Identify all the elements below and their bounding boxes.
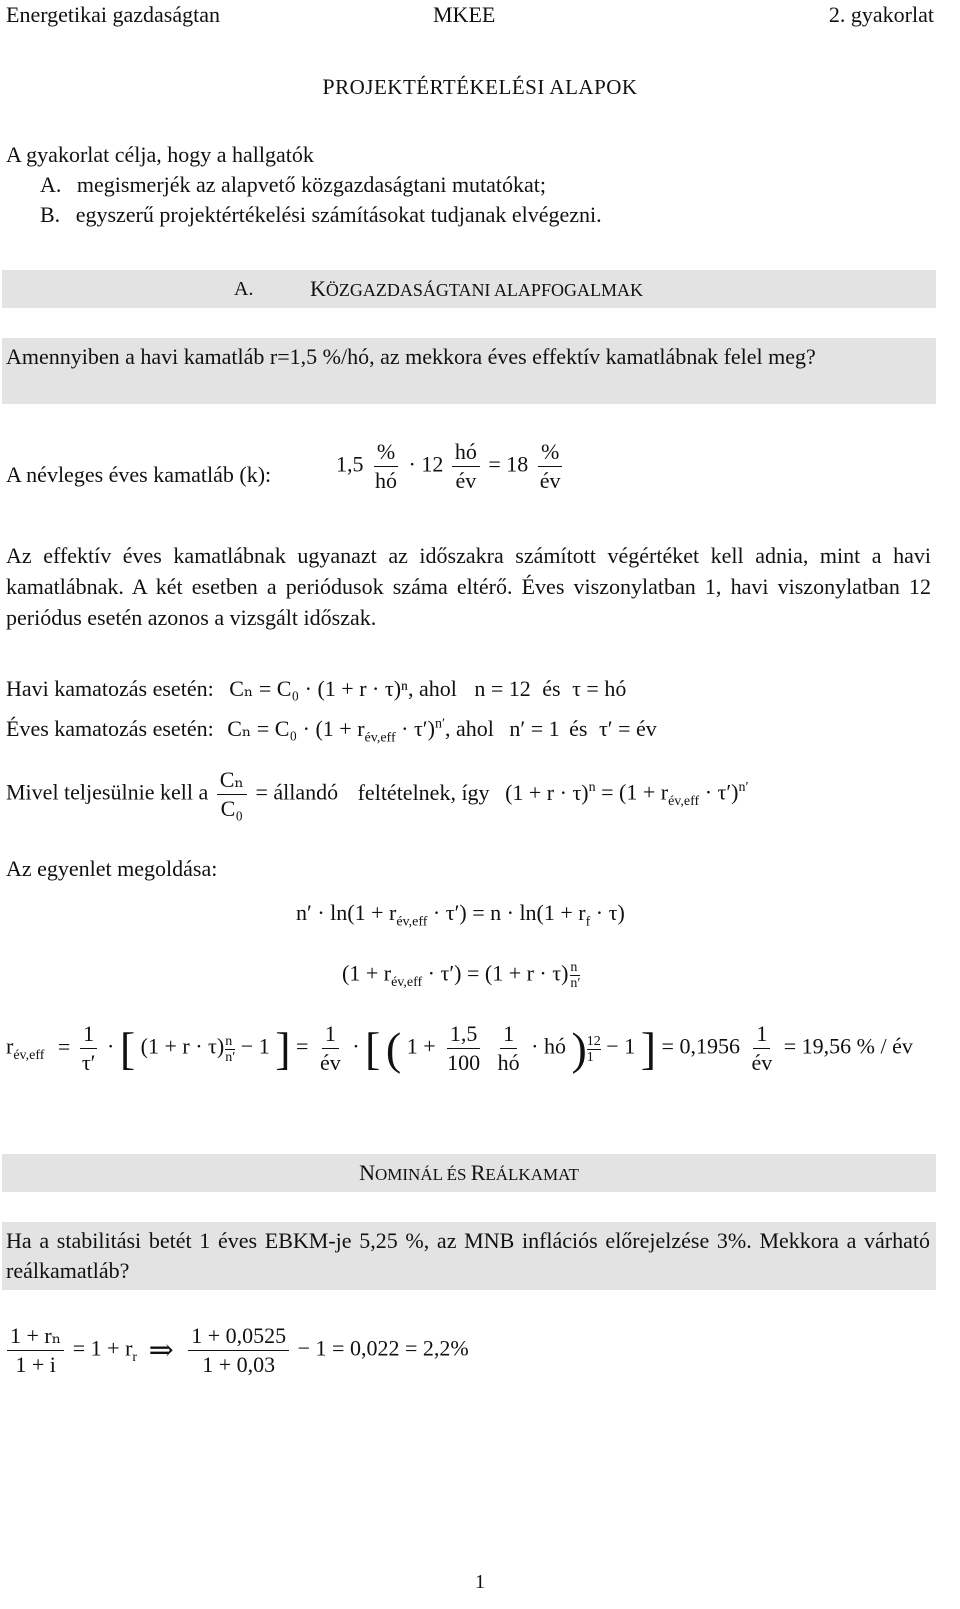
fraction-numerator: 1 <box>80 1020 97 1049</box>
sol3-eq: = <box>57 1033 71 1059</box>
section-b-heading <box>2 1154 936 1192</box>
yearly-sub: év,eff <box>364 730 396 746</box>
title-rest: ROJEKTÉRTÉKELÉSI ALAPOK <box>335 75 638 99</box>
intro-lead: A gyakorlat célja, hogy a hallgatók <box>6 142 314 167</box>
solution-step-2 <box>342 960 580 991</box>
unit-fraction <box>537 438 564 495</box>
section-b-rest1: OMINÁL ÉS <box>375 1165 471 1184</box>
question-2-text: Ha a stabilitási betét 1 éves EBKM-je 5,25 %, az MNB inflációs előrejelzése 3%. Mekkora a várható reálkamatláb? <box>6 1228 930 1283</box>
sol3-inner: (1 + r · τ) <box>140 1033 225 1059</box>
sol3-one-plus: 1 + <box>406 1033 436 1059</box>
since-label: Mivel teljesülnie kell a <box>6 779 209 805</box>
fraction <box>495 1020 523 1077</box>
fraction-numerator: Cₙ <box>217 766 247 795</box>
right-bracket: ] <box>640 1023 657 1074</box>
since-eq-right-sup: n′ <box>738 780 749 796</box>
fraction-numerator: % <box>538 438 562 467</box>
section-a-title <box>310 270 643 309</box>
section-a-rest: ÖZGAZDASÁGTANI ALAPFOGALMAK <box>325 280 643 300</box>
sol3-result: = 0,1956 <box>661 1033 740 1059</box>
left-bracket: [ <box>119 1023 136 1074</box>
solution-label: Az egyenlet megoldása: <box>6 856 218 881</box>
yearly-es: és <box>569 716 588 741</box>
section-b-heading-text <box>2 1154 936 1192</box>
yearly-cond2: τ′ = év <box>598 716 657 741</box>
section-a-heading <box>2 270 936 308</box>
yearly-formula-end: · τ′) <box>395 716 435 741</box>
unit-fraction <box>452 438 480 495</box>
header-right: 2. gyakorlat <box>828 2 934 27</box>
equals-sign: = <box>488 451 501 477</box>
intro-item-a <box>40 172 546 198</box>
fraction-denominator: év <box>751 1050 773 1075</box>
fraction-denominator: hó <box>497 1050 520 1075</box>
nominal-v1: 1,5 <box>336 451 364 477</box>
nominal-v2: 12 <box>421 451 444 477</box>
question-1-text: Amennyiben a havi kamatláb r=1,5 %/hó, az mekkora éves effektív kamatlábnak felel meg? <box>6 344 816 369</box>
sol3-exponent <box>225 1034 235 1065</box>
fraction-denominator: év <box>455 468 477 493</box>
exponent-numerator: n <box>225 1034 235 1050</box>
fraction-numerator: 1 <box>500 1020 517 1049</box>
solution-step-1 <box>296 900 625 930</box>
sol1-a: n′ · ln(1 + r <box>296 900 397 925</box>
fraction-denominator: C₀ <box>220 796 243 821</box>
sol3-ho: hó <box>543 1033 566 1059</box>
intro-item-marker: B. <box>40 202 61 227</box>
exponent-denominator: 1 <box>586 1050 594 1066</box>
section-b-letter-r: R <box>470 1160 486 1185</box>
intro-item-text: egyszerű projektértékelési számításokat tudjanak elvégezni. <box>75 202 602 227</box>
since-rhs: = állandó <box>255 779 339 805</box>
fraction-numerator: 1 <box>753 1020 770 1049</box>
sol2-b: · τ′) = (1 + r · τ) <box>422 960 569 986</box>
sol2-a-sub: év,eff <box>391 974 423 990</box>
nominal-equation: 1,5 $\frac{\%}{hó}$ · 12 $\frac{hó}{év}$ = 18 $\frac{\%}{év}$ <box>336 438 567 495</box>
since-eq-left-sup: n <box>588 780 596 796</box>
section-a-heading-text <box>2 270 936 308</box>
real-eq1: = 1 + r <box>72 1335 133 1361</box>
sol1-a-sub: év,eff <box>396 914 428 930</box>
left-paren: ( <box>385 1023 402 1074</box>
exponent-denominator: n′ <box>570 976 581 991</box>
since-eq-right: = (1 + r <box>601 779 669 805</box>
real-eq1-sub: r <box>132 1349 138 1365</box>
nominal-label: A névleges éves kamatláb (k): <box>6 462 272 487</box>
unit-fraction <box>372 438 400 495</box>
since-mid: feltételnek, így <box>357 779 490 805</box>
sol1-c: · τ) <box>590 900 625 925</box>
fraction-numerator: % <box>374 438 398 467</box>
right-paren: ) <box>571 1023 587 1074</box>
fraction-denominator: év <box>319 1050 341 1075</box>
fraction-denominator: 100 <box>447 1050 481 1075</box>
monthly-ahol: , ahol <box>407 676 457 701</box>
real-rate-equation <box>4 1322 469 1379</box>
fraction-numerator: 1 <box>322 1020 339 1049</box>
monthly-formula: Cₙ = C₀ · (1 + r · τ)ⁿ <box>229 676 408 701</box>
title-first-letter: P <box>322 74 336 99</box>
sol3-lhs: r <box>6 1033 14 1059</box>
yearly-formula: Cₙ = C₀ · (1 + r <box>227 716 365 741</box>
fraction <box>188 1322 289 1379</box>
header-center: MKEE <box>433 2 496 27</box>
fraction-denominator: év <box>539 468 561 493</box>
fraction-denominator: τ′ <box>81 1050 96 1075</box>
intro-item-b <box>40 202 602 228</box>
section-a-marker: A. <box>234 278 254 300</box>
monthly-cond1: n = 12 <box>474 676 531 701</box>
real-tail: − 1 = 0,022 = 2,2% <box>297 1335 469 1361</box>
fraction-denominator: hó <box>375 468 397 493</box>
fraction <box>7 1322 64 1379</box>
since-row <box>6 766 749 823</box>
exponent-denominator: n′ <box>225 1050 236 1066</box>
implies-arrow-icon: ⇒ <box>148 1334 174 1367</box>
yearly-sup: n′ <box>434 716 445 732</box>
section-a-first-letter: K <box>310 276 326 301</box>
sol2-a: (1 + r <box>342 960 392 986</box>
monthly-label: Havi kamatozás esetén: <box>6 676 214 701</box>
sol3-final: = 19,56 % / év <box>783 1033 913 1059</box>
yearly-cond1: n′ = 1 <box>509 716 560 741</box>
fraction <box>444 1020 483 1077</box>
intro-item-text: megismerjék az alapvető közgazdaságtani mutatókat; <box>76 172 547 197</box>
sol3-minus1: − 1 <box>240 1033 270 1059</box>
sol2-exponent <box>570 960 580 991</box>
left-bracket: [ <box>365 1023 381 1074</box>
fraction <box>317 1020 344 1077</box>
header-left: Energetikai gazdaságtan <box>6 2 220 27</box>
fraction-denominator: 1 + i <box>15 1352 56 1377</box>
question-1-box <box>2 338 936 404</box>
sol3-lhs-sub: év,eff <box>13 1047 45 1063</box>
intro-item-marker: A. <box>40 172 62 197</box>
fraction <box>79 1020 99 1077</box>
sol3-power <box>587 1034 601 1065</box>
nominal-v3: 18 <box>506 451 529 477</box>
fraction <box>748 1020 775 1077</box>
fraction-numerator: 1 + 0,0525 <box>188 1322 289 1351</box>
since-eq-right-end: · τ′) <box>699 779 739 805</box>
monthly-es: és <box>542 676 561 701</box>
exponent-numerator: n <box>570 960 580 976</box>
fraction-numerator: hó <box>452 438 480 467</box>
fraction-numerator: 1,5 <box>447 1020 481 1049</box>
page-title <box>0 74 960 100</box>
question-2-box <box>2 1222 936 1290</box>
yearly-ahol: , ahol <box>445 716 494 741</box>
ratio-fraction <box>217 766 247 823</box>
yearly-label: Éves kamatozás esetén: <box>6 716 214 741</box>
section-b-rest2: EÁLKAMAT <box>485 1165 579 1184</box>
exponent-numerator: 12 <box>586 1034 601 1050</box>
paragraph-effective-rate: Az effektív éves kamatlábnak ugyanazt az időszakra számított végértéket kell adnia, mint a havi kamatlábnak. A két esetben a periódusok száma eltérő. Éves viszonylatban 1, havi viszonylatban 12 periódus esetén azonos a vizsgált időszak. <box>6 543 931 630</box>
since-eq-right-sub: év,eff <box>668 793 700 809</box>
yearly-compounding-row <box>6 716 657 746</box>
page-number: 1 <box>475 1571 485 1593</box>
since-eq-left: (1 + r · τ) <box>505 779 589 805</box>
right-bracket: ] <box>275 1023 291 1074</box>
solution-step-3: $r_{év,eff}$ = $\frac{1}{\tau'}$ · [ (1 + r · τ) $\frac{n}{n'}$ − 1 ] = $\frac{1}{év}$ · [ ( 1 + $\frac{1,5}{100}$ $\frac{1}{hó}$ · hó ) $\frac{12}{1}$ − 1 ] = 0,1956 $\frac{1}{év}$ = 19,56 % / év <box>6 1021 913 1075</box>
monthly-cond2: τ = hó <box>572 676 627 701</box>
section-b-letter-n: N <box>359 1160 375 1185</box>
fraction-denominator: 1 + 0,03 <box>202 1352 276 1377</box>
fraction-numerator: 1 + rₙ <box>7 1322 64 1351</box>
monthly-compounding-row <box>6 676 626 702</box>
sol1-b-sub: f <box>585 914 591 930</box>
sol1-b: · τ′) = n · ln(1 + r <box>427 900 586 925</box>
